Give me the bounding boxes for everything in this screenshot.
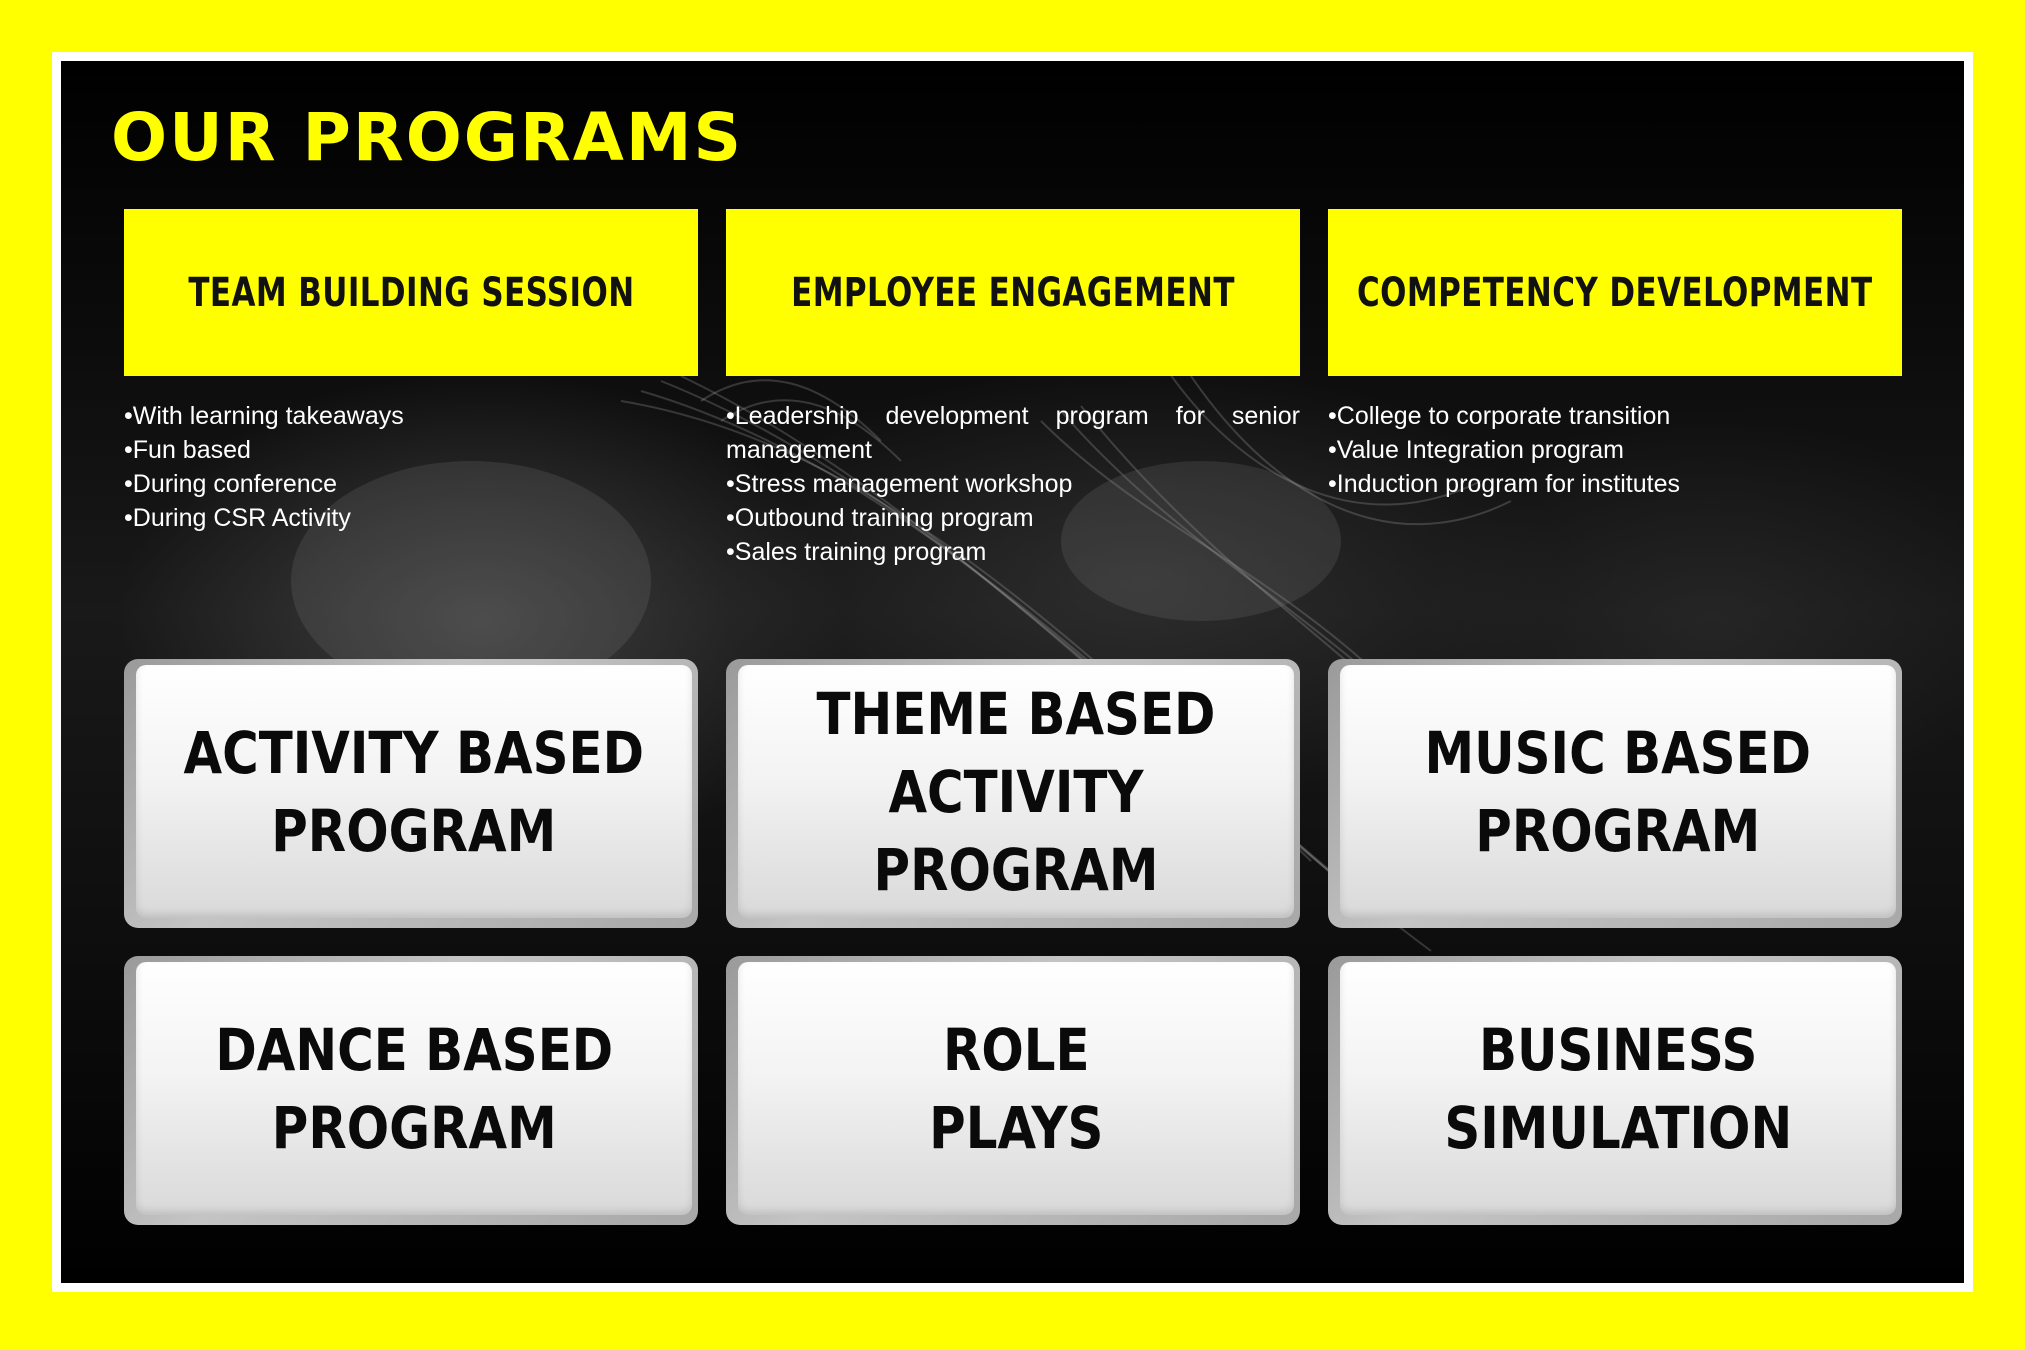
- bullet-item: • Outbound training program: [726, 501, 1300, 535]
- program-card-theme-based[interactable]: [726, 659, 1300, 928]
- competency-development-bullet-list: [1328, 399, 1902, 501]
- header-competency-development: [1328, 209, 1902, 376]
- team-building-bullet-list: [124, 399, 698, 535]
- program-card-music-based[interactable]: [1328, 659, 1902, 928]
- program-card-face: [1340, 665, 1896, 918]
- bullet-item: • With learning takeaways: [124, 399, 698, 433]
- programs-panel: [61, 61, 1964, 1283]
- program-card-face: [136, 665, 692, 918]
- program-card-role-plays[interactable]: [726, 956, 1300, 1225]
- program-card-dance-based[interactable]: [124, 956, 698, 1225]
- program-card-activity-based[interactable]: [124, 659, 698, 928]
- program-card-label: MUSIC BASED PROGRAM: [1424, 718, 1812, 865]
- bullet-item: • During CSR Activity: [124, 501, 698, 535]
- page-title: OUR PROGRAMS: [111, 99, 744, 176]
- bullet-item: • Stress management workshop: [726, 467, 1300, 501]
- program-card-label: ROLE PLAYS: [928, 1015, 1104, 1162]
- bullet-item: • Fun based: [124, 433, 698, 467]
- program-card-face: [1340, 962, 1896, 1215]
- bullet-item: • During conference: [124, 467, 698, 501]
- program-card-label: THEME BASED ACTIVITY PROGRAM: [816, 679, 1216, 904]
- bullet-item: • Induction program for institutes: [1328, 467, 1902, 501]
- bullet-item: • Sales training program: [726, 535, 1300, 569]
- program-card-label: DANCE BASED PROGRAM: [215, 1015, 613, 1162]
- program-card-label: BUSINESS SIMULATION: [1444, 1015, 1792, 1162]
- program-card-face: [136, 962, 692, 1215]
- bullet-item: • Value Integration program: [1328, 433, 1902, 467]
- program-card-face: [738, 665, 1294, 918]
- header-team-building-label: TEAM BUILDING SESSION: [187, 269, 635, 316]
- program-card-label: ACTIVITY BASED PROGRAM: [183, 718, 645, 865]
- bullet-item: • College to corporate transition: [1328, 399, 1902, 433]
- header-competency-development-label: COMPETENCY DEVELOPMENT: [1357, 269, 1873, 316]
- header-team-building: [124, 209, 698, 376]
- header-employee-engagement-label: EMPLOYEE ENGAGEMENT: [791, 269, 1235, 316]
- bullet-item: • Leadership development program for senior management: [726, 399, 1300, 467]
- header-employee-engagement: [726, 209, 1300, 376]
- employee-engagement-bullet-list: [726, 399, 1300, 569]
- program-card-face: [738, 962, 1294, 1215]
- program-card-business-simulation[interactable]: [1328, 956, 1902, 1225]
